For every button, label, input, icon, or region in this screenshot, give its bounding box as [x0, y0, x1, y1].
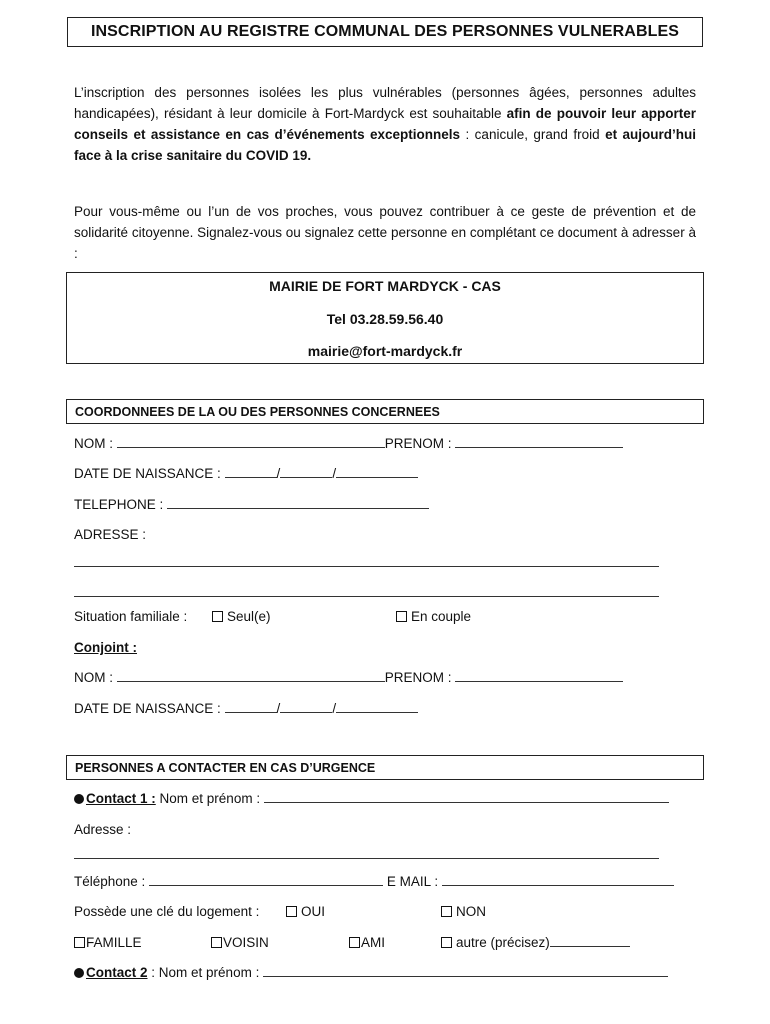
cle-non-label: NON [456, 904, 486, 919]
ami-label: AMI [361, 935, 386, 950]
date-year-field[interactable] [336, 465, 418, 478]
date-naissance-label: DATE DE NAISSANCE : [74, 466, 221, 481]
nom-row [74, 435, 623, 453]
seul-option[interactable] [212, 608, 271, 626]
contact1-telephone-label: Téléphone : [74, 874, 146, 889]
date-month-field[interactable] [280, 465, 332, 478]
famille-label: FAMILLE [86, 935, 142, 950]
conjoint-date-day-field[interactable] [225, 700, 277, 713]
couple-checkbox[interactable] [396, 611, 407, 622]
situation-row [74, 608, 187, 626]
contact1-nom-field[interactable] [264, 790, 669, 803]
intro-text-bold-b: afin de pouvoir leur apporter conseils et assistance en cas d’événements exceptionnels [74, 106, 696, 142]
prenom-label: PRENOM : [384, 436, 452, 451]
cle-oui-option[interactable] [286, 903, 325, 921]
prenom-field[interactable] [455, 435, 623, 448]
contact1-row [74, 790, 669, 808]
mairie-name: MAIRIE DE FORT MARDYCK - CAS [269, 278, 501, 294]
conjoint-nom-field[interactable] [117, 669, 385, 682]
famille-checkbox[interactable] [74, 937, 85, 948]
cle-label: Possède une clé du logement : [74, 904, 260, 919]
telephone-field[interactable] [167, 496, 429, 509]
conjoint-date-year-field[interactable] [336, 700, 418, 713]
intro-text-a: L’inscription des personnes isolées les plus vulnérables (personnes âgées, personnes adultes handicapées), résidant à leur domicile à Fort-Mardyck est souhaitable [74, 85, 696, 121]
nom-label: NOM : [74, 436, 113, 451]
seul-checkbox[interactable] [212, 611, 223, 622]
conjoint-nom-row [74, 669, 623, 687]
mairie-email: mairie@fort-mardyck.fr [307, 343, 463, 359]
cle-oui-checkbox[interactable] [286, 906, 297, 917]
contact2-nom-field[interactable] [263, 964, 668, 977]
conjoint-date-month-field[interactable] [280, 700, 332, 713]
date-slash-2: / [332, 466, 337, 481]
contact2-nom-label: : Nom et prénom : [151, 965, 260, 980]
couple-label: En couple [411, 609, 472, 624]
autre-option[interactable] [441, 934, 630, 952]
contact2-label: Contact 2 [86, 965, 148, 980]
ami-option[interactable] [349, 934, 385, 952]
bullet-icon [74, 794, 84, 804]
intro-text-bold-d: et aujourd’hui face à la crise sanitaire du COVID 19. [74, 127, 697, 163]
contact1-telephone-field[interactable] [149, 873, 383, 886]
cle-non-checkbox[interactable] [441, 906, 452, 917]
conjoint-date-label: DATE DE NAISSANCE : [74, 701, 221, 716]
form-title: INSCRIPTION AU REGISTRE COMMUNAL DES PERSONNES VULNERABLES [67, 17, 703, 47]
voisin-option[interactable] [211, 934, 269, 952]
conjoint-prenom-label: PRENOM : [384, 670, 452, 685]
conjoint-nom-label: NOM : [74, 670, 113, 685]
section-header-coordonnees: COORDONNEES DE LA OU DES PERSONNES CONCERNEES [66, 399, 704, 424]
seul-label: Seul(e) [227, 609, 271, 624]
adresse-field-line-1[interactable] [74, 554, 659, 567]
contact1-telephone-row [74, 873, 674, 891]
date-naissance-row [74, 465, 418, 483]
conjoint-heading: Conjoint : [74, 640, 137, 655]
bullet-icon [74, 968, 84, 978]
autre-checkbox[interactable] [441, 937, 452, 948]
contact1-adresse-label: Adresse : [74, 822, 132, 837]
contact1-adresse-field[interactable] [74, 846, 659, 859]
couple-option[interactable] [396, 608, 471, 626]
mairie-tel: Tel 03.28.59.56.40 [326, 311, 444, 327]
telephone-label: TELEPHONE : [74, 497, 164, 512]
adresse-field-line-2[interactable] [74, 584, 659, 597]
contact1-nom-label: Nom et prénom : [159, 791, 261, 806]
conjoint-date-slash-1: / [276, 701, 281, 716]
ami-checkbox[interactable] [349, 937, 360, 948]
conjoint-date-row [74, 700, 418, 718]
autre-label: autre (précisez) [456, 935, 550, 950]
voisin-checkbox[interactable] [211, 937, 222, 948]
contact1-email-field[interactable] [442, 873, 674, 886]
contact1-email-label: E MAIL : [386, 874, 439, 889]
cle-oui-label: OUI [301, 904, 326, 919]
nom-field[interactable] [117, 435, 385, 448]
contact1-label: Contact 1 : [86, 791, 156, 806]
cle-row [74, 903, 259, 921]
conjoint-date-slash-2: / [332, 701, 337, 716]
cle-non-option[interactable] [441, 903, 486, 921]
intro-paragraph-1 [74, 82, 696, 166]
date-slash-1: / [276, 466, 281, 481]
section-header-urgence: PERSONNES A CONTACTER EN CAS D’URGENCE [66, 755, 704, 780]
intro-paragraph-2: Pour vous-même ou l’un de vos proches, vous pouvez contribuer à ce geste de prévention et de solidarité citoyenne. Signalez-vous ou signalez cette personne en complétant ce document à adresser à : [74, 204, 696, 261]
famille-option[interactable] [74, 934, 142, 952]
date-day-field[interactable] [225, 465, 277, 478]
adresse-label: ADRESSE : [74, 527, 147, 542]
telephone-row [74, 496, 429, 514]
autre-field[interactable] [550, 934, 630, 947]
contact2-row [74, 964, 668, 982]
conjoint-prenom-field[interactable] [455, 669, 623, 682]
intro-text-c: : canicule, grand froid [460, 127, 606, 142]
address-box [66, 272, 704, 364]
voisin-label: VOISIN [223, 935, 269, 950]
situation-label: Situation familiale : [74, 609, 188, 624]
